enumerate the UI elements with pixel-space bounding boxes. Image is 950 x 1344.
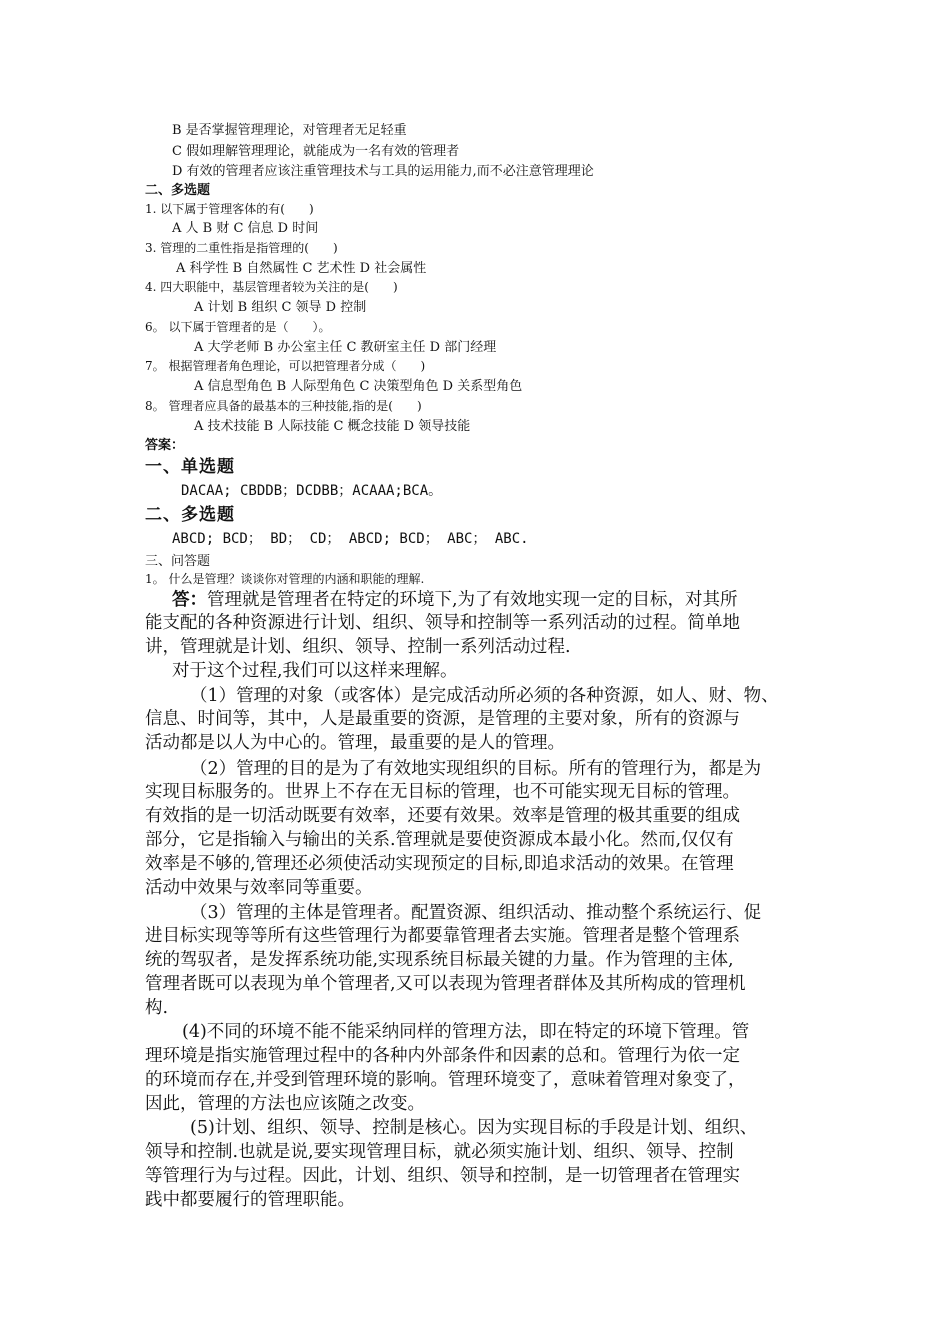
essay-paragraph-line: 讲，管理就是计划、组织、领导、控制一系列活动过程.: [145, 637, 571, 657]
essay-paragraph-line: （1）管理的对象（或客体）是完成活动所必须的各种资源，如人、财、物、: [190, 686, 779, 706]
essay-paragraph-line: 领导和控制.也就是说,要实现管理目标，就必须实施计划、组织、领导、控制: [145, 1142, 734, 1162]
question-options: A 技术技能 B 人际技能 C 概念技能 D 领导技能: [194, 419, 471, 434]
essay-paragraph-line: (4)不同的环境不能不能采纳同样的管理方法，即在特定的环境下管理。管: [182, 1022, 750, 1042]
essay-paragraph-line: 等管理行为与过程。因此，计划、组织、领导和控制，是一切管理者在管理实: [145, 1166, 740, 1186]
essay-paragraph-line: 践中都要履行的管理职能。: [145, 1190, 355, 1210]
essay-paragraph-line: 能支配的各种资源进行计划、组织、领导和控制等一系列活动的过程。简单地: [145, 613, 740, 633]
essay-paragraph-line: 理环境是指实施管理过程中的各种内外部条件和因素的总和。管理行为依一定: [145, 1046, 740, 1066]
question-text: 6。 以下属于管理者的是（ ）。: [145, 320, 331, 334]
essay-paragraph-line: 构.: [145, 998, 169, 1018]
question-text: 4. 四大职能中，基层管理者较为关注的是( ): [145, 280, 398, 294]
option-d-line: D 有效的管理者应该注重管理技术与工具的运用能力,而不必注意管理理论: [172, 164, 594, 179]
essay-paragraph-line: （2）管理的目的是为了有效地实现组织的目标。所有的管理行为，都是为: [190, 759, 762, 779]
answer-label: 答：: [172, 590, 207, 610]
essay-paragraph-line: 进目标实现等等所有这些管理行为都要靠管理者去实施。管理者是整个管理系: [145, 926, 740, 946]
essay-paragraph-line: 活动中效果与效率同等重要。: [145, 878, 373, 898]
essay-paragraph-line: 的环境而存在,并受到管理环境的影响。管理环境变了，意味着管理对象变了，: [145, 1070, 746, 1090]
option-b-line: B 是否掌握管理理论，对管理者无足轻重: [172, 123, 407, 138]
question-options: A 大学老师 B 办公室主任 C 教研室主任 D 部门经理: [194, 340, 497, 355]
single-choice-heading: 一、单选题: [145, 457, 235, 477]
single-choice-answers: DACAA; CBDDB；DCDBB；ACAAA;BCA。: [181, 483, 443, 499]
essay-paragraph-line: 有效指的是一切活动既要有效率，还要有效果。效率是管理的极其重要的组成: [145, 806, 740, 826]
multi-choice-answers: ABCD; BCD； BD； CD； ABCD; BCD； ABC； ABC.: [172, 531, 529, 547]
answer-text: 管理就是管理者在特定的环境下,为了有效地实现一定的目标，对其所: [207, 590, 738, 610]
essay-paragraph-line: 效率是不够的,管理还必须使活动实现预定的目标,即追求活动的效果。在管理: [145, 854, 734, 874]
essay-paragraph-line: (5)计划、组织、领导、控制是核心。因为实现目标的手段是计划、组织、: [190, 1118, 758, 1138]
multi-choice-answer-heading: 二、多选题: [145, 505, 235, 525]
essay-paragraph-line: 对于这个过程,我们可以这样来理解。: [172, 661, 458, 681]
question-options: A 人 B 财 C 信息 D 时间: [172, 221, 319, 236]
essay-paragraph-line: 部分，它是指输入与输出的关系.管理就是要使资源成本最小化。然而,仅仅有: [145, 830, 734, 850]
essay-paragraph-line: 实现目标服务的。世界上不存在无目标的管理，也不可能实现无目标的管理。: [145, 782, 740, 802]
essay-paragraph-line: 管理者既可以表现为单个管理者,又可以表现为管理者群体及其所构成的管理机: [145, 974, 746, 994]
essay-paragraph-line: 活动都是以人为中心的。管理，最重要的是人的管理。: [145, 733, 565, 753]
essay-question: 1。 什么是管理？谈谈你对管理的内涵和职能的理解.: [145, 572, 425, 586]
question-text: 1. 以下属于管理客体的有( ): [145, 202, 314, 216]
essay-paragraph-line: 统的驾驭者，是发挥系统功能,实现系统目标最关键的力量。作为管理的主体,: [145, 950, 734, 970]
answers-label: 答案：: [145, 438, 185, 453]
question-options: A 科学性 B 自然属性 C 艺术性 D 社会属性: [176, 261, 427, 276]
question-text: 8。 管理者应具备的最基本的三种技能,指的是( ): [145, 399, 422, 413]
essay-heading: 三、问答题: [145, 554, 211, 569]
essay-paragraph-line: [172, 592, 738, 610]
question-text: 3. 管理的二重性指是指管理的( ): [145, 241, 338, 255]
question-text: 7。 根据管理者角色理论，可以把管理者分成（ ): [145, 359, 426, 373]
essay-paragraph-line: 因此，管理的方法也应该随之改变。: [145, 1094, 425, 1114]
essay-paragraph-line: 信息、时间等，其中，人是最重要的资源，是管理的主要对象，所有的资源与: [145, 709, 740, 729]
essay-paragraph-line: （3）管理的主体是管理者。配置资源、组织活动、推动整个系统运行、促: [190, 903, 762, 923]
question-options: A 计划 B 组织 C 领导 D 控制: [194, 300, 367, 315]
question-options: A 信息型角色 B 人际型角色 C 决策型角色 D 关系型角色: [194, 379, 523, 394]
option-c-line: C 假如理解管理理论，就能成为一名有效的管理者: [172, 144, 460, 159]
multi-choice-heading: 二、多选题: [145, 183, 211, 198]
